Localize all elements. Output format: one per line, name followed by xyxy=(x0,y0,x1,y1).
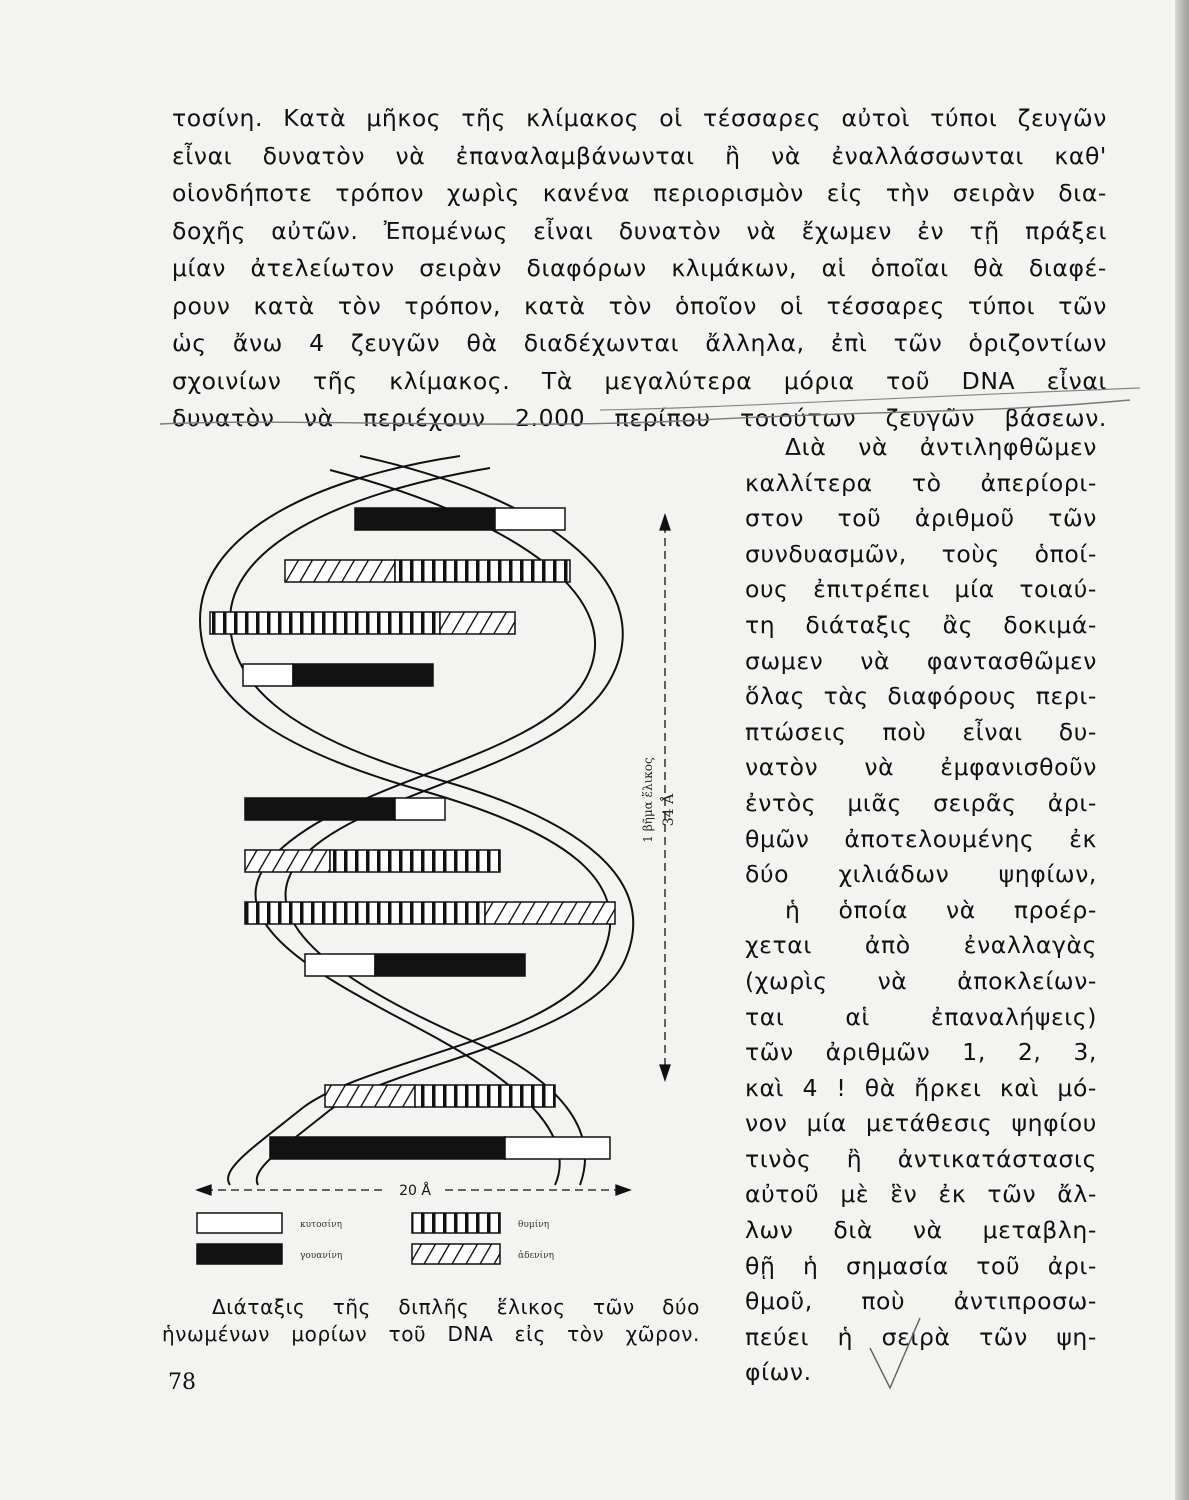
paragraph-line: δυνατὸν νὰ περιέχουν 2.000 περίπου τοιούτων ζευγῶν βάσεων. xyxy=(172,404,1107,432)
legend xyxy=(197,1213,500,1264)
pencil-mark xyxy=(160,400,1130,424)
legend-label-cytosine: κυτοσίνη xyxy=(300,1220,343,1230)
side-text-line: τινὸς ἢ ἀντικατάστασις xyxy=(745,1144,1097,1173)
side-text-line: (χωρὶς νὰ ἀποκλείων- xyxy=(745,966,1097,995)
paragraph-line: οἱονδήποτε τρόπον χωρὶς κανένα περιορισμὸν εἰς τὴν σειρὰν δια- xyxy=(172,179,1107,207)
pitch-value: 34 Å xyxy=(661,793,677,827)
side-text-line: φίων. xyxy=(745,1358,812,1387)
legend-swatch-cytosine xyxy=(197,1213,282,1233)
side-text-line: σωμεν νὰ φαντασθῶμεν xyxy=(745,646,1097,675)
pencil-mark xyxy=(870,1318,920,1388)
caption-line: Διάταξις τῆς διπλῆς ἕλικος τῶν δύο xyxy=(212,1295,700,1319)
side-text-line: ὅλας τὰς διαφόρους περι- xyxy=(745,682,1097,711)
figure-caption xyxy=(162,1294,700,1348)
side-text-line: Διὰ νὰ ἀντιληφθῶμεν xyxy=(785,433,1097,461)
side-text-line: πτώσεις ποὺ εἶναι δυ- xyxy=(745,717,1097,746)
width-label: 20 Å xyxy=(399,1183,431,1199)
paragraph-line: σχοινίων τῆς κλίμακος. Τὰ μεγαλύτερα μόρια τοῦ DNA εἶναι xyxy=(172,366,1107,395)
side-text-line: δύο χιλιάδων ψηφίων, xyxy=(745,860,1097,889)
side-text-line: καὶ 4 ! θὰ ἤρκει καὶ μό- xyxy=(745,1073,1097,1102)
paragraph-line: εἶναι δυνατὸν νὰ ἐπαναλαμβάνωνται ἢ νὰ ἐναλλάσσωνται καθ' xyxy=(172,141,1107,170)
legend-label-thymine: θυμίνη xyxy=(518,1220,550,1230)
side-text-line: θῇ ἡ σημασία τοῦ ἀρι- xyxy=(745,1251,1097,1280)
page-number: 78 xyxy=(168,1370,196,1395)
paragraph-line: δοχῆς αὐτῶν. Ἐπομένως εἶναι δυνατὸν νὰ ἔχωμεν ἐν τῇ πράξει xyxy=(172,216,1107,245)
side-text-line: αὐτοῦ μὲ ἓν ἐκ τῶν ἄλ- xyxy=(745,1180,1097,1209)
side-text-line: ἐντὸς μιᾶς σειρᾶς ἀρι- xyxy=(745,788,1097,817)
legend-label-adenine: ἀδενίνη xyxy=(518,1251,555,1261)
legend-swatch-guanine xyxy=(197,1244,282,1264)
side-text-line: ους ἐπιτρέπει μία τοιαύ- xyxy=(745,575,1097,604)
side-text-line: πεύει ἡ σειρὰ τῶν ψη- xyxy=(745,1322,1097,1351)
side-text-line: νον μία μετάθεσις ψηφίου xyxy=(745,1109,1097,1138)
side-text-line: τη διάταξις ἂς δοκιμά- xyxy=(745,610,1097,639)
side-text-line: θμῶν ἀποτελουμένης ἐκ xyxy=(745,824,1097,853)
pitch-label: 1 βῆμα ἕλικος xyxy=(641,757,655,843)
legend-swatch-thymine xyxy=(412,1213,500,1233)
paragraph-line: μίαν ἀτελείωτον σειρὰν διαφόρων κλιμάκων, αἱ ὁποῖαι θὰ διαφέ- xyxy=(172,254,1107,282)
side-text-line: νατὸν νὰ ἐμφανισθοῦν xyxy=(745,753,1097,782)
side-text-line: ται αἱ ἐπαναλήψεις) xyxy=(745,1002,1097,1031)
caption-line: ἡνωμένων μορίων τοῦ DNA εἰς τὸν χῶρον. xyxy=(162,1322,700,1346)
side-text-line: στον τοῦ ἀριθμοῦ τῶν xyxy=(745,504,1097,533)
side-text-line: χεται ἀπὸ ἐναλλαγὰς xyxy=(745,931,1097,960)
side-text-line: συνδυασμῶν, τοὺς ὁποί- xyxy=(745,539,1097,568)
side-text-line: λων διὰ νὰ μεταβλη- xyxy=(745,1216,1097,1245)
paragraph-line: ὡς ἄνω 4 ζευγῶν θὰ διαδέχωνται ἄλληλα, ἐπὶ τῶν ὁριζοντίων xyxy=(172,329,1107,357)
side-text-line: ἡ ὁποία νὰ προέρ- xyxy=(785,895,1097,924)
legend-label-guanine: γουανίνη xyxy=(300,1251,343,1261)
side-text-line: θμοῦ, ποὺ ἀντιπροσω- xyxy=(745,1287,1097,1316)
side-text-line: τῶν ἀριθμῶν 1, 2, 3, xyxy=(745,1038,1097,1067)
side-text-line: καλλίτερα τὸ ἀπερίορι- xyxy=(745,468,1097,497)
paragraph-line: τοσίνη. Κατὰ μῆκος τῆς κλίμακος οἱ τέσσαρες αὐτοὶ τύποι ζευγῶν xyxy=(172,104,1107,132)
paragraph-line: ρουν κατὰ τὸν τρόπον, κατὰ τὸν ὁποῖον οἱ τέσσαρες τύποι τῶν xyxy=(172,291,1107,320)
legend-swatch-adenine xyxy=(412,1244,500,1264)
pencil-mark xyxy=(600,388,1140,410)
